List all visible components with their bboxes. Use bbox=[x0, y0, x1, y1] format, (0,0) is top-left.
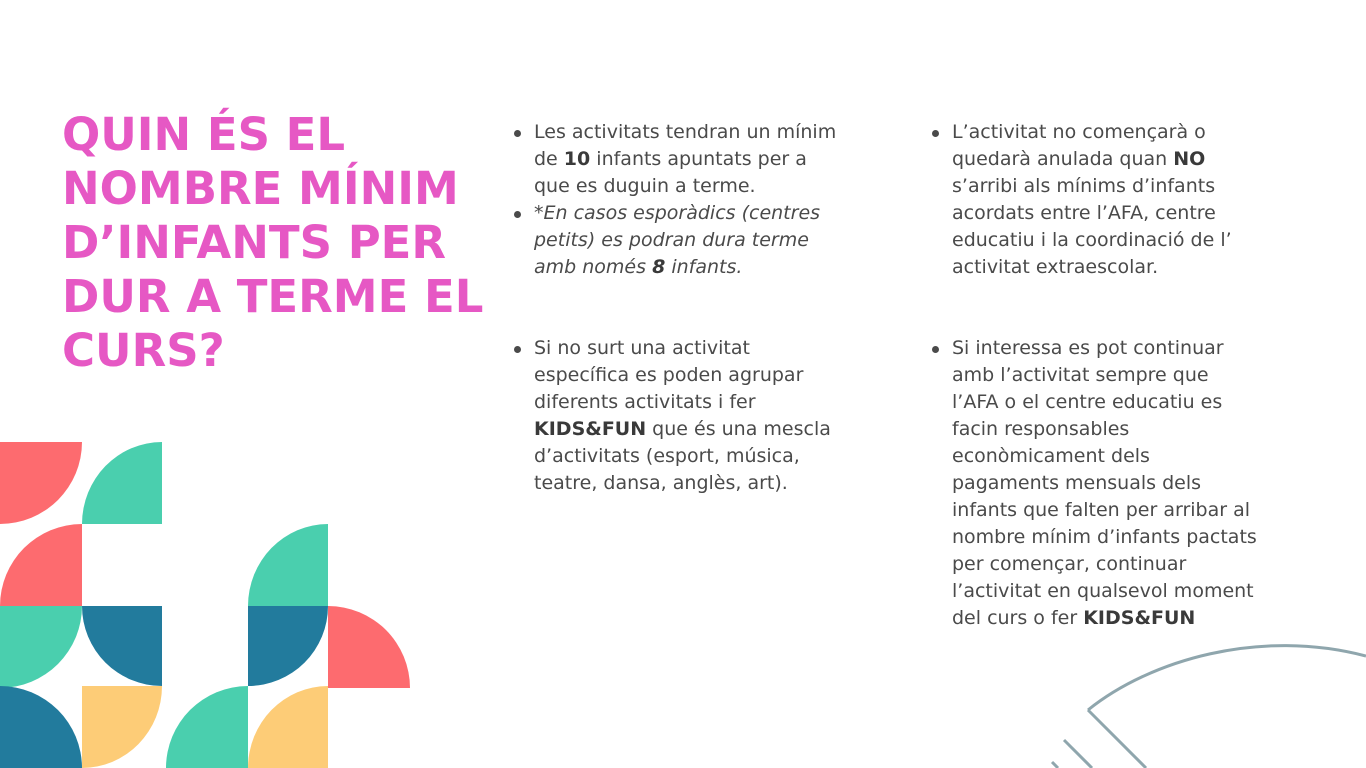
emphasis-number: 10 bbox=[563, 148, 591, 170]
quarter-shape-mint bbox=[0, 606, 82, 688]
title-line: D’INFANTS PER bbox=[62, 216, 447, 269]
title-line: NOMBRE MÍNIM bbox=[62, 162, 459, 215]
bullet-continue-activity: Si interessa es pot continuar amb l’activitat sempre que l’AFA o el centre educatiu es facin responsables econòmicament dels pagaments mensuals dels infants que falten per arribar al nombre mínim d’infants pactats per començar, continuar l’activitat en qualsevol moment del curs o fer KIDS&FUN bbox=[930, 335, 1310, 632]
decorative-line bbox=[1064, 740, 1092, 768]
emphasis-number: 8 bbox=[652, 256, 666, 278]
quarter-shape-yellow bbox=[248, 686, 328, 768]
bullet-minimum-ten: Les activitats tendran un mínim de 10 infants apuntats per a que es duguin a terme. bbox=[512, 119, 882, 200]
emphasis-kids-fun: KIDS&FUN bbox=[534, 418, 647, 440]
quarter-shape-teal bbox=[0, 686, 82, 768]
quarter-shape-mint bbox=[82, 442, 162, 524]
quarter-shape-teal bbox=[248, 606, 328, 686]
emphasis-no: NO bbox=[1173, 148, 1206, 170]
decorative-arc bbox=[1088, 646, 1366, 710]
quarter-shape-coral bbox=[0, 442, 82, 524]
bullet-exception-eight: *En casos esporàdics (centres petits) es podran dura terme amb només 8 infants. bbox=[512, 200, 882, 281]
title-line: CURS? bbox=[62, 324, 225, 377]
quarter-shape-mint bbox=[248, 524, 328, 606]
decorative-line bbox=[1052, 762, 1058, 768]
bullet-not-start: L’activitat no començarà o quedarà anulada quan NO s’arribi als mínims d’infants acordats entre l’AFA, centre educatiu i la coordinació de l’ activitat extraescolar. bbox=[930, 119, 1310, 281]
quarter-shape-teal bbox=[82, 606, 162, 686]
title-line: QUIN ÉS EL bbox=[62, 108, 346, 161]
quarter-shape-yellow bbox=[82, 686, 162, 768]
title-line: DUR A TERME EL bbox=[62, 270, 484, 323]
decorative-line bbox=[1088, 710, 1146, 768]
quarter-shape-mint bbox=[166, 686, 248, 768]
bullet-kids-fun-group: Si no surt una activitat específica es poden agrupar diferents activitats i fer KIDS&FUN que és una mescla d’activitats (esport, música, teatre, dansa, anglès, art). bbox=[512, 335, 882, 497]
emphasis-kids-fun: KIDS&FUN bbox=[1083, 607, 1196, 629]
quarter-shape-coral bbox=[328, 606, 410, 688]
quarter-shape-coral bbox=[0, 524, 82, 606]
